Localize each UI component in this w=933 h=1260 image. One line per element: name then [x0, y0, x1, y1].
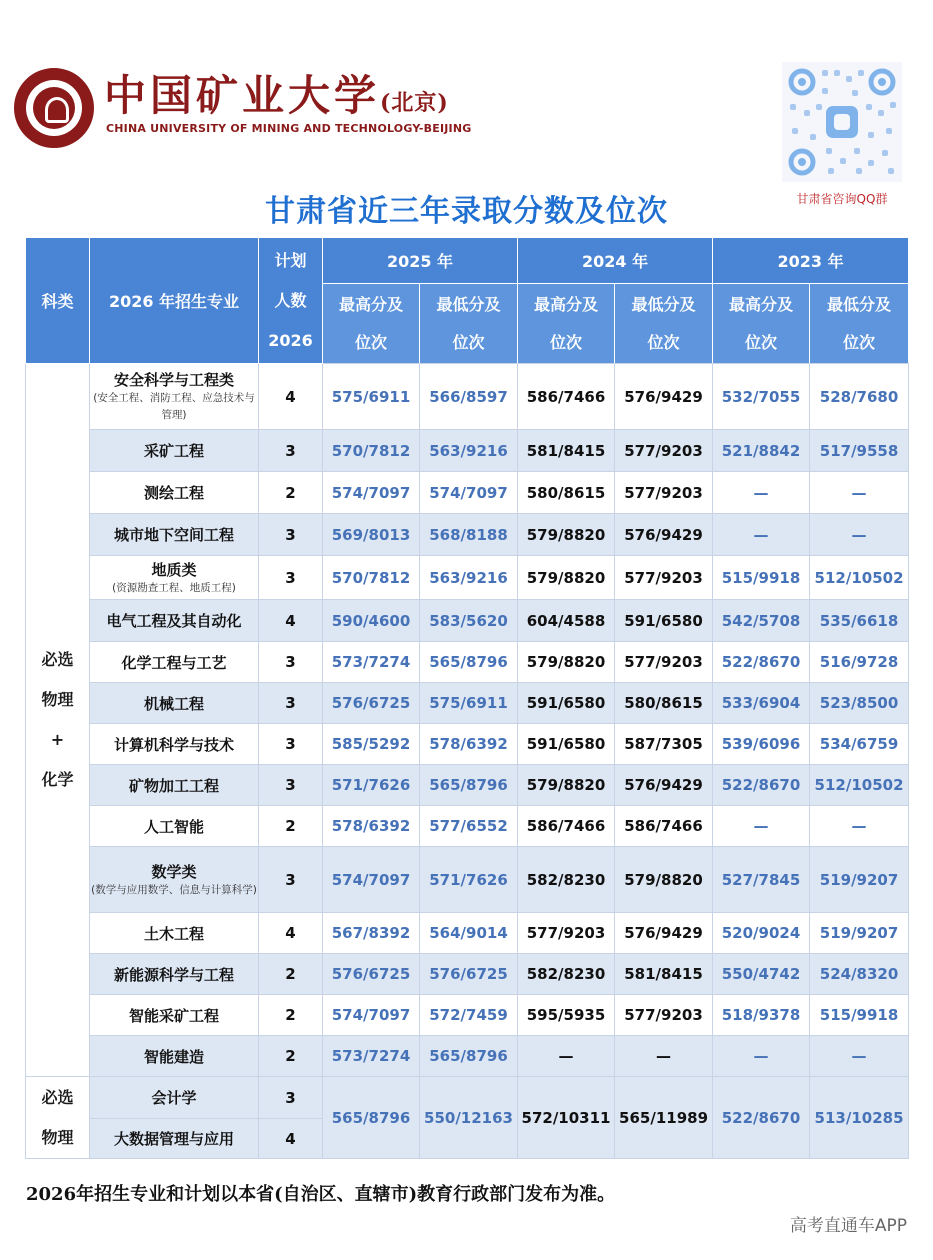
qr-caption: 甘肃省咨询QQ群 [796, 192, 888, 206]
score-rank-cell: 532/7055 [713, 364, 810, 430]
score-rank-cell: 565/8796 [420, 1036, 518, 1077]
plan-count: 3 [259, 847, 323, 913]
score-rank-cell: 568/8188 [420, 514, 518, 556]
score-rank-cell: 522/8670 [713, 642, 810, 683]
score-rank-cell: 576/9429 [615, 514, 713, 556]
score-rank-cell: 512/10502 [810, 556, 909, 600]
major-name: 地质类 (资源勘查工程、地质工程) [90, 556, 259, 600]
score-rank-cell: 579/8820 [518, 514, 615, 556]
score-rank-cell: 577/9203 [615, 556, 713, 600]
table-row [26, 430, 909, 472]
score-rank-cell: 542/5708 [713, 600, 810, 642]
score-rank-cell: 523/8500 [810, 683, 909, 724]
score-rank-cell: 591/6580 [518, 724, 615, 765]
table-row [26, 364, 909, 430]
score-rank-cell: 576/6725 [420, 954, 518, 995]
score-rank-cell: 534/6759 [810, 724, 909, 765]
footer-note: 2026年招生专业和计划以本省(自治区、直辖市)教育行政部门发布为准。 [26, 1184, 616, 1205]
score-rank-cell: 574/7097 [420, 472, 518, 514]
score-rank-cell: 579/8820 [518, 642, 615, 683]
header-max-2025: 最高分及 位次 [323, 284, 420, 364]
score-rank-cell: — [518, 1036, 615, 1077]
score-rank-cell: 591/6580 [615, 600, 713, 642]
plan-count: 3 [259, 1077, 323, 1119]
category-physics: 必选 物理 [26, 1077, 90, 1159]
score-rank-cell: 577/9203 [615, 472, 713, 514]
table-row [26, 1036, 909, 1077]
score-rank-cell: 586/7466 [518, 806, 615, 847]
score-rank-cell: — [810, 1036, 909, 1077]
table-row [26, 514, 909, 556]
score-rank-cell: 570/7812 [323, 556, 420, 600]
score-rank-cell: — [615, 1036, 713, 1077]
table-row [26, 600, 909, 642]
score-rank-cell: — [713, 472, 810, 514]
score-rank-cell: 518/9378 [713, 995, 810, 1036]
plan-count: 2 [259, 1036, 323, 1077]
plan-count: 3 [259, 683, 323, 724]
table-row [26, 472, 909, 514]
score-rank-cell: 577/9203 [615, 642, 713, 683]
score-rank-cell: 571/7626 [323, 765, 420, 806]
score-rank-cell: 512/10502 [810, 765, 909, 806]
score-rank-cell: 533/6904 [713, 683, 810, 724]
major-name: 测绘工程 [90, 472, 259, 514]
table-row [26, 995, 909, 1036]
score-rank-cell: 576/9429 [615, 364, 713, 430]
score-rank-cell: 550/4742 [713, 954, 810, 995]
major-name: 采矿工程 [90, 430, 259, 472]
score-rank-cell: 580/8615 [518, 472, 615, 514]
score-rank-cell: 516/9728 [810, 642, 909, 683]
score-rank-cell: 595/5935 [518, 995, 615, 1036]
score-rank-cell: 515/9918 [810, 995, 909, 1036]
score-rank-cell: 513/10285 [810, 1077, 909, 1159]
score-rank-cell: 579/8820 [518, 765, 615, 806]
score-rank-cell: 575/6911 [420, 683, 518, 724]
header-category: 科类 [26, 238, 90, 364]
score-rank-cell: 583/5620 [420, 600, 518, 642]
header-min-2025: 最低分及 位次 [420, 284, 518, 364]
major-note: (安全工程、消防工程、应急技术与管理) [93, 392, 255, 421]
score-rank-cell: 567/8392 [323, 913, 420, 954]
score-rank-cell: 577/9203 [615, 995, 713, 1036]
score-rank-cell: 524/8320 [810, 954, 909, 995]
university-name-en: CHINA UNIVERSITY OF MINING AND TECHNOLOGY-BEIJING [106, 122, 472, 135]
score-rank-cell: 579/8820 [518, 556, 615, 600]
plan-count: 3 [259, 765, 323, 806]
watermark: 高考直通车APP [789, 1216, 907, 1236]
table-row [26, 913, 909, 954]
score-rank-cell: 565/8796 [420, 765, 518, 806]
score-rank-cell: — [810, 472, 909, 514]
major-name: 智能采矿工程 [90, 995, 259, 1036]
score-rank-cell: 573/7274 [323, 1036, 420, 1077]
plan-count: 3 [259, 556, 323, 600]
score-rank-cell: 522/8670 [713, 765, 810, 806]
score-rank-cell: 574/7097 [323, 472, 420, 514]
major-name: 土木工程 [90, 913, 259, 954]
score-rank-cell: 587/7305 [615, 724, 713, 765]
score-rank-cell: — [713, 514, 810, 556]
major-name: 智能建造 [90, 1036, 259, 1077]
score-rank-cell: 576/6725 [323, 954, 420, 995]
score-rank-cell: 579/8820 [615, 847, 713, 913]
score-rank-cell: 563/9216 [420, 556, 518, 600]
plan-count: 3 [259, 430, 323, 472]
score-rank-cell: 565/11989 [615, 1077, 713, 1159]
qr-code-icon[interactable] [782, 62, 902, 182]
score-rank-cell: 578/6392 [323, 806, 420, 847]
score-rank-cell: 577/9203 [518, 913, 615, 954]
table-row [26, 683, 909, 724]
score-rank-cell: 527/7845 [713, 847, 810, 913]
score-rank-cell: 580/8615 [615, 683, 713, 724]
score-rank-cell: 521/8842 [713, 430, 810, 472]
score-rank-cell: 563/9216 [420, 430, 518, 472]
major-name: 矿物加工工程 [90, 765, 259, 806]
score-rank-cell: 581/8415 [615, 954, 713, 995]
score-rank-cell: 576/9429 [615, 765, 713, 806]
score-rank-cell: 577/6552 [420, 806, 518, 847]
score-rank-cell: 550/12163 [420, 1077, 518, 1159]
major-name: 机械工程 [90, 683, 259, 724]
major-note: (数学与应用数学、信息与计算科学) [91, 883, 257, 896]
score-rank-cell: 570/7812 [323, 430, 420, 472]
table-row [26, 765, 909, 806]
score-rank-cell: — [713, 1036, 810, 1077]
score-rank-cell: 572/10311 [518, 1077, 615, 1159]
score-rank-cell: 586/7466 [615, 806, 713, 847]
score-rank-cell: 582/8230 [518, 847, 615, 913]
plan-count: 2 [259, 472, 323, 514]
score-rank-cell: 522/8670 [713, 1077, 810, 1159]
score-rank-cell: 564/9014 [420, 913, 518, 954]
score-rank-cell: 520/9024 [713, 913, 810, 954]
score-rank-cell: 591/6580 [518, 683, 615, 724]
major-name: 计算机科学与技术 [90, 724, 259, 765]
score-rank-cell: 519/9207 [810, 847, 909, 913]
major-name: 数学类 (数学与应用数学、信息与计算科学) [90, 847, 259, 913]
score-rank-cell: 574/7097 [323, 847, 420, 913]
score-rank-cell: 582/8230 [518, 954, 615, 995]
table-row [26, 954, 909, 995]
plan-count: 4 [259, 1119, 323, 1159]
score-rank-cell: 515/9918 [713, 556, 810, 600]
table-row [26, 847, 909, 913]
score-rank-cell: 604/4588 [518, 600, 615, 642]
score-rank-cell: 573/7274 [323, 642, 420, 683]
university-seal-logo [14, 68, 94, 148]
table-row [26, 556, 909, 600]
score-rank-cell: 585/5292 [323, 724, 420, 765]
header-year-2023: 2023 年 [713, 238, 909, 284]
score-rank-cell: — [713, 806, 810, 847]
plan-count: 3 [259, 642, 323, 683]
header-year-2024: 2024 年 [518, 238, 713, 284]
score-rank-cell: 569/8013 [323, 514, 420, 556]
table-row [26, 642, 909, 683]
header-max-2023: 最高分及 位次 [713, 284, 810, 364]
score-rank-cell: 572/7459 [420, 995, 518, 1036]
score-rank-cell: 571/7626 [420, 847, 518, 913]
score-rank-cell: 581/8415 [518, 430, 615, 472]
score-rank-cell: 517/9558 [810, 430, 909, 472]
score-rank-cell: 576/9429 [615, 913, 713, 954]
header-major: 2026 年招生专业 [90, 238, 259, 364]
major-name: 电气工程及其自动化 [90, 600, 259, 642]
header-plan: 计划 人数 2026 [259, 238, 323, 364]
major-name: 安全科学与工程类 (安全工程、消防工程、应急技术与管理) [90, 364, 259, 430]
score-rank-cell: 565/8796 [323, 1077, 420, 1159]
major-name: 人工智能 [90, 806, 259, 847]
score-rank-cell: 539/6096 [713, 724, 810, 765]
score-rank-cell: 577/9203 [615, 430, 713, 472]
score-rank-cell: — [810, 806, 909, 847]
score-rank-cell: 578/6392 [420, 724, 518, 765]
score-rank-cell: 590/4600 [323, 600, 420, 642]
major-name: 化学工程与工艺 [90, 642, 259, 683]
score-rank-cell: 565/8796 [420, 642, 518, 683]
score-rank-cell: 519/9207 [810, 913, 909, 954]
header-max-2024: 最高分及 位次 [518, 284, 615, 364]
header-year-2025: 2025 年 [323, 238, 518, 284]
major-name: 大数据管理与应用 [90, 1119, 259, 1159]
plan-count: 2 [259, 806, 323, 847]
score-rank-cell: 576/6725 [323, 683, 420, 724]
header-min-2024: 最低分及 位次 [615, 284, 713, 364]
table-row [26, 724, 909, 765]
major-name: 会计学 [90, 1077, 259, 1119]
major-name: 新能源科学与工程 [90, 954, 259, 995]
plan-count: 4 [259, 600, 323, 642]
table-row [26, 1077, 909, 1119]
major-name: 城市地下空间工程 [90, 514, 259, 556]
score-rank-cell: 566/8597 [420, 364, 518, 430]
score-rank-cell: 586/7466 [518, 364, 615, 430]
plan-count: 3 [259, 514, 323, 556]
score-rank-cell: — [810, 514, 909, 556]
admission-score-table [25, 237, 909, 1159]
category-physics-chemistry: 必选 物理 + 化学 [26, 364, 90, 1077]
score-rank-cell: 535/6618 [810, 600, 909, 642]
page-title: 甘肃省近三年录取分数及位次 [265, 194, 668, 229]
plan-count: 2 [259, 954, 323, 995]
score-rank-cell: 575/6911 [323, 364, 420, 430]
header-min-2023: 最低分及 位次 [810, 284, 909, 364]
table-row [26, 806, 909, 847]
score-rank-cell: 528/7680 [810, 364, 909, 430]
university-name-cn: 中国矿业大学(北京) [104, 71, 449, 120]
plan-count: 4 [259, 913, 323, 954]
plan-count: 3 [259, 724, 323, 765]
plan-count: 4 [259, 364, 323, 430]
score-rank-cell: 574/7097 [323, 995, 420, 1036]
major-note: (资源勘查工程、地质工程) [112, 581, 236, 594]
plan-count: 2 [259, 995, 323, 1036]
